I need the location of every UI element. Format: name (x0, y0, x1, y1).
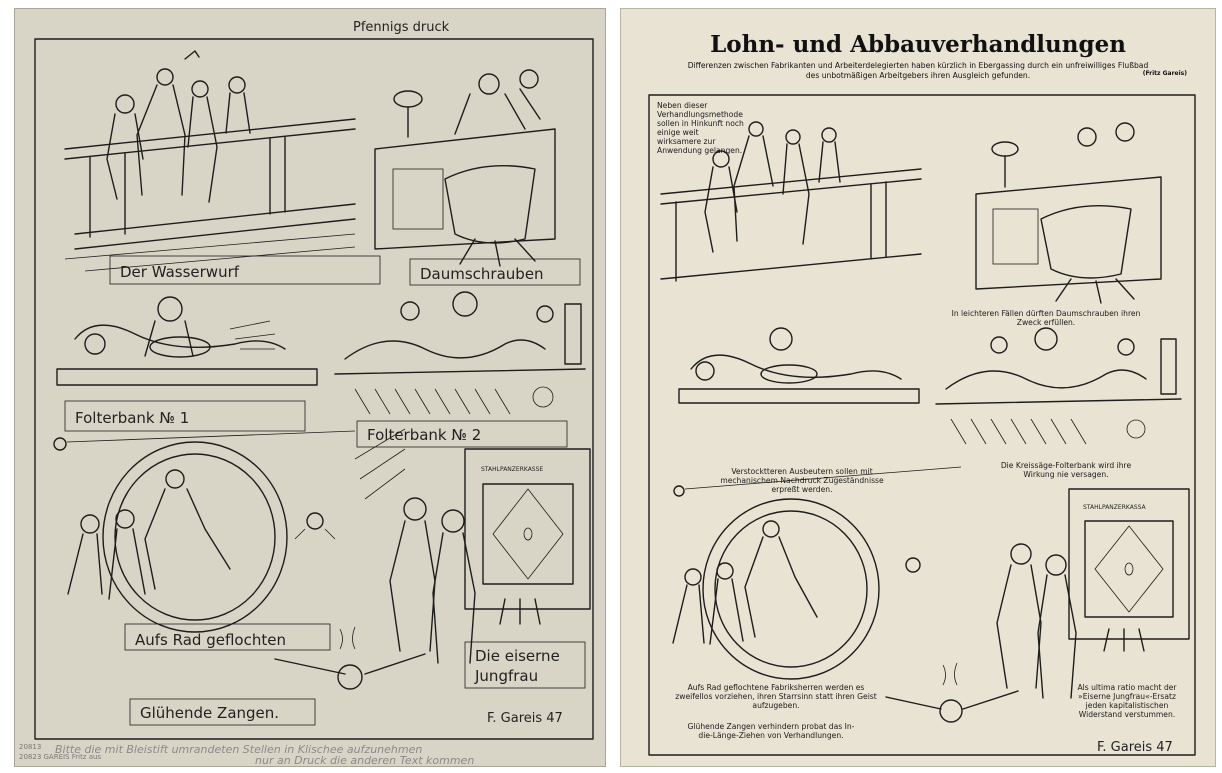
printed-jungfrau (997, 489, 1189, 698)
rad-scene (54, 431, 355, 632)
label-folterbank2: Folterbank № 2 (367, 426, 482, 444)
subtitle-line-2: des unbotmäßigen Arbeitgebers ihren Ausgleich gefunden. (805, 70, 1031, 80)
jungfrau-scene (355, 429, 590, 663)
caption-jungfrau: Als ultima ratio macht der »Eiserne Jungfrau«-Ersatz jeden kapitalistischen Widerstand verstummen. (1077, 683, 1177, 719)
archive-stamp-1: 20813 (19, 743, 42, 751)
printed-safe-label: STAHLPANZERKASSA (1083, 504, 1146, 511)
printed-folterbank2 (936, 328, 1181, 444)
subtitle-line-1: Differenzen zwischen Fabrikanten und Arbeiterdelegierten haben kürzlich in Ebergassing durch ein unfreiwilliges Flußbad (687, 61, 1149, 70)
label-rad: Aufs Rad geflochten (135, 631, 286, 649)
safe-label: STAHLPANZERKASSE (481, 466, 544, 473)
zangen-scene (275, 627, 425, 689)
credit: (Fritz Gareis) (1142, 70, 1187, 77)
sketch-drawing (15, 9, 605, 766)
printed-folterbank1 (679, 328, 919, 403)
caption-rad: Aufs Rad geflochtene Fabriksherren werden es zweifellos vorziehen, ihren Starrsinn statt ihren Geist aufzugeben. (675, 683, 877, 710)
caption-intro: Neben dieser Verhandlungsmethode sollen in Hinkunft noch einige weit wirksamere zur Anwendung gelangen. (657, 101, 744, 155)
sketch-signature: F. Gareis 47 (487, 711, 563, 726)
caption-folterbank2: Die Kreissäge-Folterbank wird ihre Wirkung nie versagen. (1000, 461, 1132, 479)
printed-signature: F. Gareis 47 (1097, 740, 1173, 755)
printed-daumschrauben (976, 123, 1161, 303)
caption-daumschrauben: In leichteren Fällen dürften Daumschrauben ihren Zweck erfüllen. (951, 309, 1141, 327)
caption-folterbank1: Verstocktteren Ausbeutern sollen mit mechanischem Nachdruck Zugeständnisse erpreßt werden. (720, 467, 884, 494)
archive-stamp-2: 20823 GAREIS Fritz aus (19, 753, 102, 761)
margin-note-2: nur an Druck die anderen Text kommen (255, 754, 475, 766)
page-title: Lohn- und Abbauverhandlungen (710, 31, 1126, 58)
printed-zangen (886, 663, 1018, 722)
folterbank2-scene (335, 292, 585, 414)
label-zangen: Glühende Zangen. (140, 704, 280, 722)
original-sketch-sheet (14, 8, 606, 767)
daumschrauben-scene (375, 70, 555, 266)
label-jungfrau-2: Jungfrau (475, 667, 539, 685)
label-wasserwurf: Der Wasserwurf (120, 263, 240, 281)
label-folterbank1: Folterbank № 1 (75, 409, 190, 427)
label-daumschrauben: Daumschrauben (420, 265, 544, 283)
label-jungfrau-1: Die eiserne (475, 647, 560, 665)
caption-zangen: Glühende Zangen verhindern probat das In-die-Länge-Ziehen von Verhandlungen. (687, 722, 855, 740)
wasserwurf-scene (65, 51, 355, 271)
margin-note-1: Bitte die mit Bleistift umrandeten Stellen in Klischee aufzunehmen (55, 743, 423, 756)
top-note: Pfennigs druck (353, 20, 450, 35)
printed-page (620, 8, 1216, 767)
printed-rad (673, 467, 961, 679)
folterbank1-scene (57, 297, 317, 385)
